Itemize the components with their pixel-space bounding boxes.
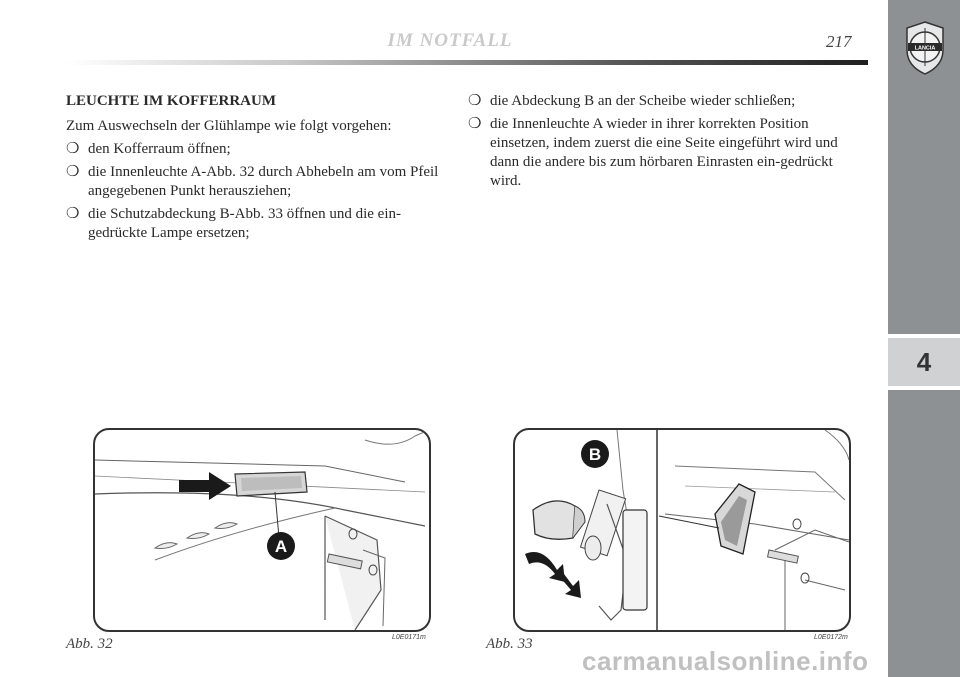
callout-b-label: B (588, 445, 602, 464)
figure-32-code: L0E0171m (392, 634, 426, 641)
side-tab-bottom (888, 390, 960, 677)
header-rule (66, 60, 868, 65)
figure-33 (513, 428, 851, 632)
intro-text: Zum Auswechseln der Glühlampe wie folgt vorgehen: (66, 118, 392, 134)
curved-arrow-icon (525, 552, 565, 582)
figure-33-caption: Abb. 33 (486, 636, 533, 652)
bullet-icon: ❍ (66, 206, 80, 222)
trunk-light-illustration (95, 430, 429, 630)
section-title: IM NOTFALL (387, 30, 513, 51)
section-heading: LEUCHTE IM KOFFERRAUM (66, 93, 276, 109)
list-item: ❍ die Innenleuchte A-Abb. 32 durch Abhebeln am vom Pfeil angegebenen Punkt herausziehen; (66, 164, 439, 199)
list-item: ❍ den Kofferraum öffnen; (66, 141, 231, 157)
down-arrow-icon (559, 570, 581, 598)
arrow-icon (179, 472, 231, 500)
bullet-icon: ❍ (66, 141, 80, 157)
lancia-logo-icon (904, 20, 946, 76)
figure-32 (93, 428, 431, 632)
left-column (66, 92, 446, 247)
figure-33-code: L0E0172m (814, 634, 848, 641)
list-item: ❍ die Schutzabdeckung B-Abb. 33 öffnen und die ein-gedrückte Lampe ersetzen; (66, 206, 401, 241)
logo-text: LANCIA (914, 45, 936, 52)
bullet-icon: ❍ (468, 93, 482, 109)
page-number: 217 (826, 32, 852, 51)
chapter-number: 4 (916, 347, 932, 377)
callout-a-label: A (274, 537, 288, 556)
list-item: ❍ die Innenleuchte A wieder in ihrer korrekten Position einsetzen, indem zuerst die eine Seite eingeführt wird und dann die andere bis zum hörbaren Einrasten ein-gedrückt wird. (468, 116, 838, 189)
figure-32-caption: Abb. 32 (66, 636, 113, 652)
bullet-icon: ❍ (468, 116, 482, 132)
right-column (468, 92, 866, 195)
watermark: carmanualsonline.info (582, 646, 869, 676)
list-item: ❍ die Abdeckung B an der Scheibe wieder schließen; (468, 93, 796, 109)
bullet-icon: ❍ (66, 164, 80, 180)
lamp-cover-illustration (515, 430, 849, 630)
